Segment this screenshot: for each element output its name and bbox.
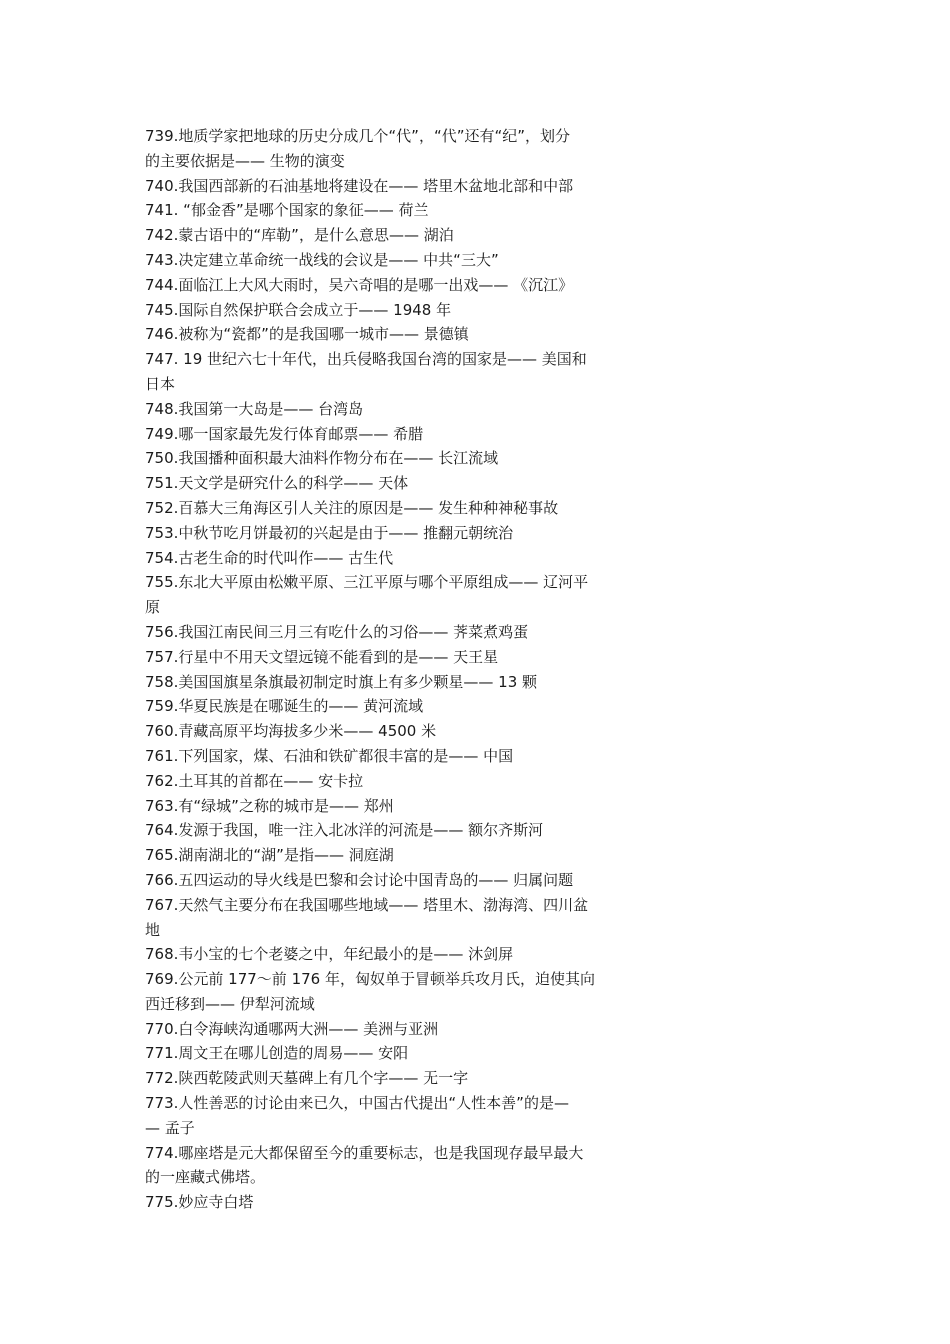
text-line: 766.五四运动的导火线是巴黎和会讨论中国青岛的—— 归属问题 [145, 870, 574, 889]
text-line: 749.哪一国家最先发行体育邮票—— 希腊 [145, 424, 424, 443]
text-line: 772.陕西乾陵武则天墓碑上有几个字—— 无一字 [145, 1069, 469, 1088]
text-line: 742.蒙古语中的“库勒”，是什么意思—— 湖泊 [145, 226, 454, 245]
text-line: 771.周文王在哪儿创造的周易—— 安阳 [145, 1044, 409, 1063]
text-line: 762.土耳其的首都在—— 安卡拉 [145, 771, 364, 790]
text-line: 758.美国国旗星条旗最初制定时旗上有多少颗星—— 13 颗 [145, 672, 538, 691]
text-line: 739.地质学家把地球的历史分成几个“代”，“代”还有“纪”，划分 [145, 127, 571, 145]
text-line: 741. “郁金香”是哪个国家的象征—— 荷兰 [145, 201, 429, 220]
text-line: 760.青藏高原平均海拔多少米—— 4500 米 [145, 722, 437, 741]
text-line: 755.东北大平原由松嫩平原、三江平原与哪个平原组成—— 辽河平 [145, 573, 589, 592]
text-line: 740.我国西部新的石油基地将建设在—— 塔里木盆地北部和中部 [145, 176, 574, 195]
text-line: 761.下列国家，煤、石油和铁矿都很丰富的是—— 中国 [145, 746, 514, 765]
text-line: 地 [145, 920, 161, 939]
text-line: 743.决定建立革命统一战线的会议是—— 中共“三大” [145, 250, 499, 269]
text-line: 原 [145, 598, 161, 617]
text-line: 754.古老生命的时代叫作—— 古生代 [145, 548, 394, 567]
text-line: 757.行星中不用天文望远镜不能看到的是—— 天王星 [145, 647, 499, 666]
text-line: 769.公元前 177～前 176 年，匈奴单于冒顿举兵攻月氏，迫使其向 [145, 970, 595, 989]
text-line: 747. 19 世纪六七十年代，出兵侵略我国台湾的国家是—— 美国和 [145, 350, 587, 369]
text-line: 的一座藏式佛塔。 [145, 1168, 266, 1187]
text-line: 的主要依据是—— 生物的演变 [145, 151, 345, 170]
text-line: 765.湖南湖北的“湖”是指—— 洞庭湖 [145, 846, 394, 865]
text-line: 753.中秋节吃月饼最初的兴起是由于—— 推翻元朝统治 [145, 523, 514, 542]
text-line: 748.我国第一大岛是—— 台湾岛 [145, 399, 364, 418]
text-line: 西迁移到—— 伊犁河流域 [145, 994, 315, 1013]
text-line: 763.有“绿城”之称的城市是—— 郑州 [145, 796, 394, 815]
text-line: 774.哪座塔是元大都保留至今的重要标志，也是我国现存最早最大 [145, 1143, 584, 1162]
text-line: 750.我国播种面积最大油料作物分布在—— 长江流域 [145, 449, 499, 468]
text-line: 746.被称为“瓷都”的是我国哪一城市—— 景德镇 [145, 325, 469, 344]
text-line: — 孟子 [145, 1118, 195, 1137]
text-line: 745.国际自然保护联合会成立于—— 1948 年 [145, 300, 452, 319]
text-line: 759.华夏民族是在哪诞生的—— 黄河流域 [145, 697, 424, 716]
text-line: 770.白令海峡沟通哪两大洲—— 美洲与亚洲 [145, 1019, 439, 1038]
text-line: 764.发源于我国，唯一注入北冰洋的河流是—— 额尔齐斯河 [145, 821, 544, 840]
text-line: 756.我国江南民间三月三有吃什么的习俗—— 荠菜煮鸡蛋 [145, 622, 529, 641]
text-line: 775.妙应寺白塔 [145, 1193, 254, 1212]
text-line: 767.天然气主要分布在我国哪些地域—— 塔里木、渤海湾、四川盆 [145, 895, 589, 914]
text-line: 773.人性善恶的讨论由来已久，中国古代提出“人性本善”的是— [145, 1094, 569, 1113]
text-line: 752.百慕大三角海区引人关注的原因是—— 发生种种神秘事故 [145, 498, 559, 517]
text-line: 744.面临江上大风大雨时，吴六奇唱的是哪一出戏—— 《沉江》 [145, 275, 574, 294]
document-body [145, 124, 670, 1215]
text-line: 768.韦小宝的七个老婆之中，年纪最小的是—— 沐剑屏 [145, 945, 514, 964]
text-line: 日本 [145, 374, 176, 393]
text-line: 751.天文学是研究什么的科学—— 天体 [145, 474, 409, 493]
